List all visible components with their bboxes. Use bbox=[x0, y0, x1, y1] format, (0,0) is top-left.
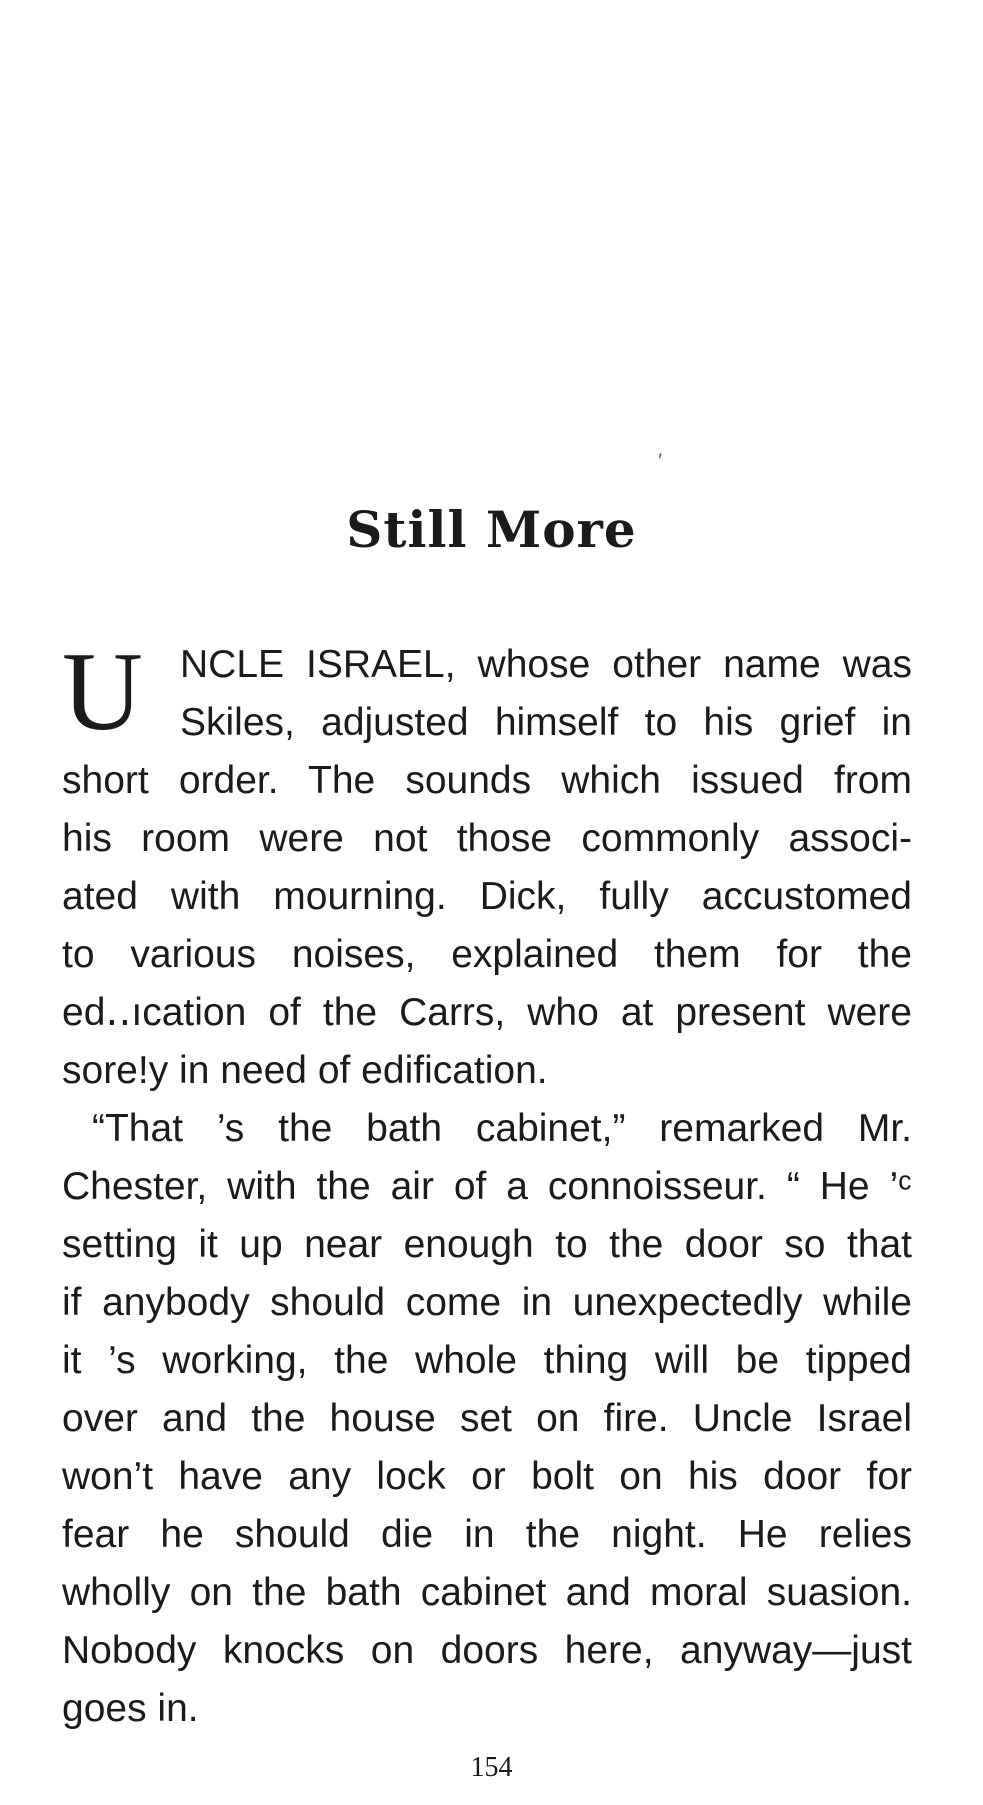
text-line: “That ’s the bath cabinet,” remarked Mr. bbox=[92, 1107, 912, 1150]
text-line: if anybody should come in unexpectedly while bbox=[62, 1281, 912, 1324]
text-line: fear he should die in the night. He relies bbox=[62, 1513, 912, 1556]
text-line: wholly on the bath cabinet and moral suasion. bbox=[62, 1571, 912, 1614]
paragraph-2 bbox=[62, 1100, 912, 1738]
text-line: goes in. bbox=[62, 1687, 199, 1730]
text-line: Nobody knocks on doors here, anyway—just bbox=[62, 1629, 912, 1672]
text-line: his room were not those commonly associ- bbox=[62, 817, 912, 860]
text-line: NCLE ISRAEL, whose other name was bbox=[180, 643, 912, 686]
text-line: ated with mourning. Dick, fully accustomed bbox=[62, 875, 912, 918]
text-line: won’t have any lock or bolt on his door for bbox=[62, 1455, 912, 1498]
text-line: it ’s working, the whole thing will be tipped bbox=[62, 1339, 912, 1382]
text-line: over and the house set on fire. Uncle Israel bbox=[62, 1397, 912, 1440]
text-line: ed‥ıcation of the Carrs, who at present were bbox=[62, 991, 912, 1034]
chapter-title: Still More bbox=[346, 500, 637, 559]
text-line: sore!y in need of edification. bbox=[62, 1049, 548, 1092]
text-line: setting it up near enough to the door so that bbox=[62, 1223, 912, 1266]
text-line: to various noises, explained them for the bbox=[62, 933, 912, 976]
drop-cap: U bbox=[62, 630, 143, 754]
text-line: Skiles, adjusted himself to his grief in bbox=[180, 701, 912, 744]
paragraph-1 bbox=[62, 630, 912, 1100]
text-line: short order. The sounds which issued from bbox=[62, 759, 912, 802]
stray-ink-mark: ′ bbox=[658, 448, 663, 473]
page-number: 154 bbox=[470, 1752, 513, 1783]
body-text bbox=[62, 630, 912, 1738]
text-line: Chester, with the air of a connoisseur. “ He ’ᶜ bbox=[62, 1165, 912, 1208]
